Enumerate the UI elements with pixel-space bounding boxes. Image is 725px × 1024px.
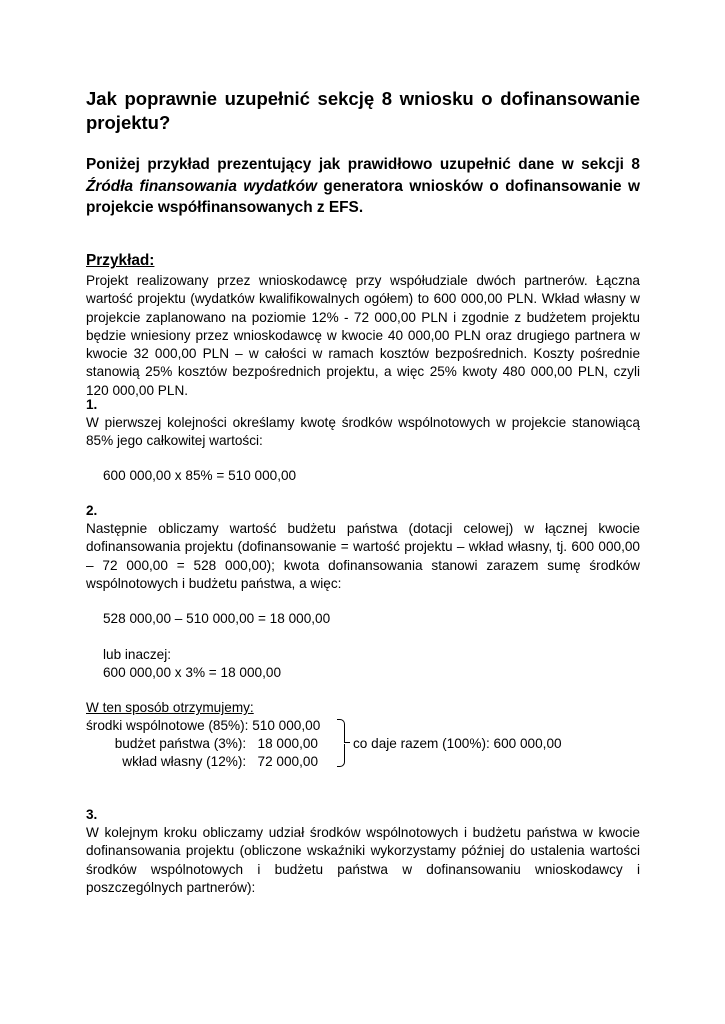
result-heading: W ten sposób otrzymujemy: xyxy=(86,700,254,715)
document-title: Jak poprawnie uzupełnić sekcję 8 wniosku o dofinansowanie projektu? xyxy=(86,88,640,133)
result-line-state-budget: budżet państwa (3%): 18 000,00 xyxy=(114,736,318,751)
intro-text-after: generatora wniosków o dofinansowanie w projekcie współfinansowanych z EFS. xyxy=(86,177,640,216)
result-line-eu-funds: środki wspólnotowe (85%): 510 000,00 xyxy=(86,718,321,733)
step2-number: 2. xyxy=(86,503,98,518)
result-line-own-contribution: wkład własny (12%): 72 000,00 xyxy=(122,754,318,769)
step1-paragraph: W pierwszej kolejności określamy kwotę środków wspólnotowych w projekcie stanowiącą 85% jego całkowitej wartości: xyxy=(86,415,640,449)
example-paragraph: Projekt realizowany przez wnioskodawcę przy współudziale dwóch partnerów. Łączna wartość projektu (wydatków kwalifikowalnych ogółem) to 600 000,00 PLN. Wkład własny w projekcie zaplanowano na poziomie 12% - 72 000,00 PLN i zgodnie z budżetem projektu będzie wniesiony przez wnioskodawcę w kwocie 40 000,00 PLN oraz drugiego partnera w kwocie 32 000,00 PLN – w całości w ramach kosztów bezpośrednich. Koszty pośrednie stanowią 25% kosztów bezpośrednich projektu, a więc 25% kwoty 480 000,00 PLN, czyli 120 000,00 PLN. xyxy=(86,273,640,398)
brace-tip xyxy=(344,742,350,743)
result-total: co daje razem (100%): 600 000,00 xyxy=(353,736,562,751)
intro-paragraph xyxy=(86,154,640,219)
example-heading: Przykład: xyxy=(86,252,155,269)
step2-alt-formula: 600 000,00 x 3% = 18 000,00 xyxy=(103,665,281,680)
intro-text-before: Poniżej przykład prezentujący jak prawidłowo uzupełnić dane w sekcji 8 xyxy=(86,156,640,173)
step2-formula: 528 000,00 – 510 000,00 = 18 000,00 xyxy=(103,611,331,626)
step2-alt-label: lub inaczej: xyxy=(103,647,172,662)
brace-bottom xyxy=(337,744,345,767)
brace-top xyxy=(337,719,345,742)
intro-section-name: Źródła finansowania wydatków xyxy=(86,177,317,195)
step3-paragraph: W kolejnym kroku obliczamy udział środków wspólnotowych i budżetu państwa w kwocie dofinansowania projektu (obliczone wskaźniki wykorzystamy później do ustalenia wartości środków wspólnotowych i budżetu państwa w dofinansowaniu wnioskodawcy i poszczególnych partnerów): xyxy=(86,825,640,895)
step3-number: 3. xyxy=(86,807,98,822)
step1-formula: 600 000,00 x 85% = 510 000,00 xyxy=(103,468,297,483)
step1-number: 1. xyxy=(86,397,98,412)
step2-paragraph: Następnie obliczamy wartość budżetu państwa (dotacji celowej) w łącznej kwocie dofinansowania projektu (dofinansowanie = wartość projektu – wkład własny, tj. 600 000,00 – 72 000,00 = 528 000,00); kwota dofinansowania stanowi zarazem sumę środków wspólnotowych i budżetu państwa, a więc: xyxy=(86,521,640,591)
